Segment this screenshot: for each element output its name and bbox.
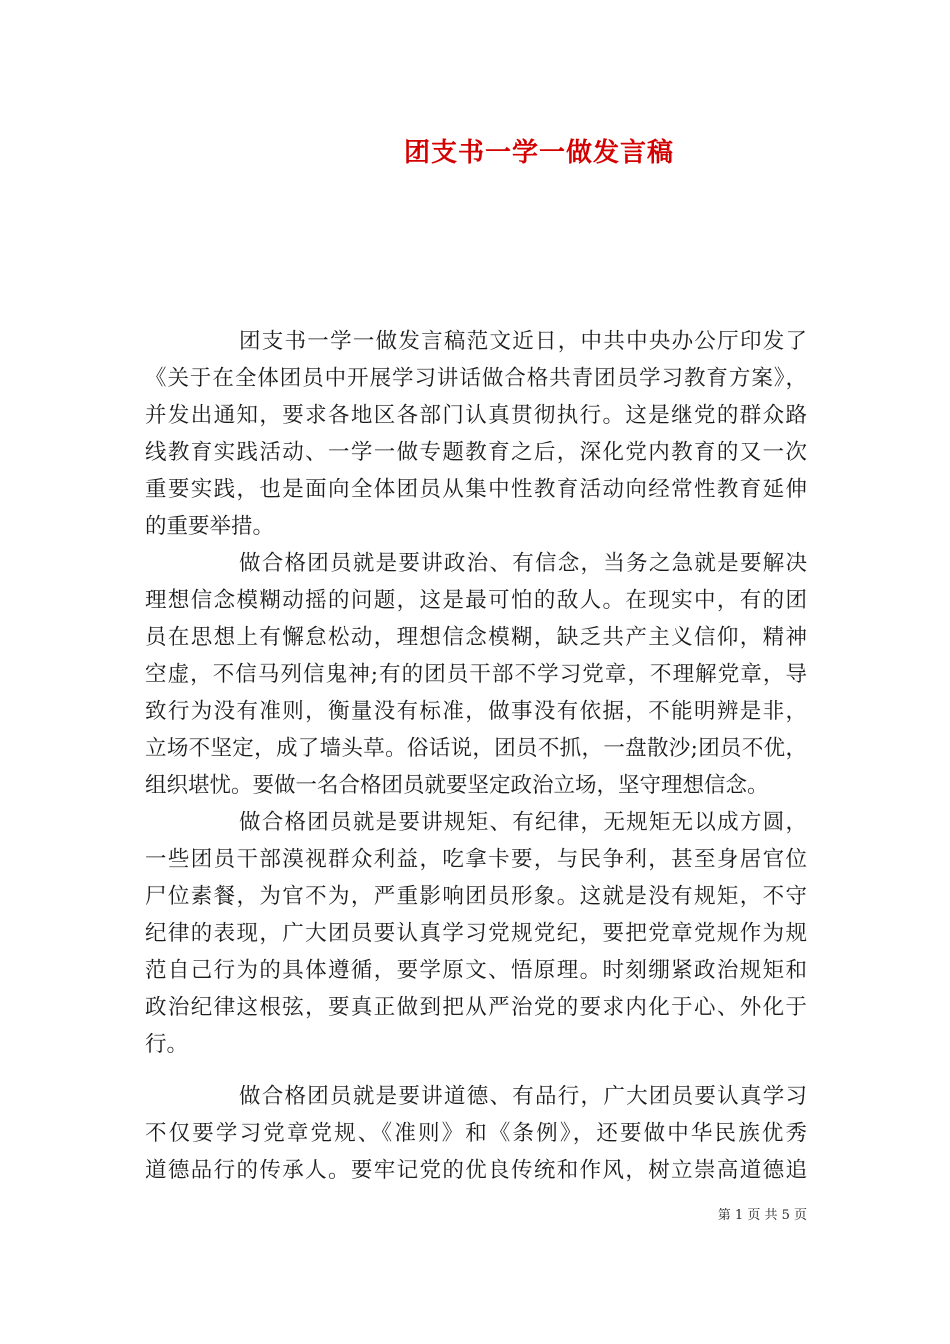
paragraph-4-line: 不仅要学习党章党规、《准则》和《条例》，还要做中华民族优秀 xyxy=(145,1121,807,1146)
paragraph-1-line: 团支书一学一做发言稿范文近日，中共中央办公厅印发了 xyxy=(239,329,807,354)
paragraph-3-line: 纪律的表现，广大团员要认真学习党规党纪，要把党章党规作为规 xyxy=(145,921,807,946)
paragraph-2-line: 理想信念模糊动摇的问题，这是最可怕的敌人。在现实中，有的团 xyxy=(145,588,807,613)
paragraph-3-line: 行。 xyxy=(145,1032,189,1057)
paragraph-3-line: 一些团员干部漠视群众利益，吃拿卡要，与民争利，甚至身居官位 xyxy=(145,847,807,872)
paragraph-3-line: 做合格团员就是要讲规矩、有纪律，无规矩无以成方圆， xyxy=(239,810,807,835)
paragraph-3-line: 尸位素餐，为官不为，严重影响团员形象。这就是没有规矩，不守 xyxy=(145,884,807,909)
paragraph-2-line: 致行为没有准则，衡量没有标准，做事没有依据，不能明辨是非， xyxy=(145,699,807,724)
paragraph-3-line: 政治纪律这根弦，要真正做到把从严治党的要求内化于心、外化于 xyxy=(145,995,807,1020)
paragraph-3-line: 范自己行为的具体遵循，要学原文、悟原理。时刻绷紧政治规矩和 xyxy=(145,958,807,983)
paragraph-1-line: 《关于在全体团员中开展学习讲话做合格共青团员学习教育方案》， xyxy=(145,366,807,391)
paragraph-1-line: 的重要举措。 xyxy=(145,514,275,539)
paragraph-4-line: 做合格团员就是要讲道德、有品行，广大团员要认真学习 xyxy=(239,1084,807,1109)
paragraph-2-line: 员在思想上有懈怠松动，理想信念模糊，缺乏共产主义信仰，精神 xyxy=(145,625,807,650)
paragraph-2-line: 组织堪忧。要做一名合格团员就要坚定政治立场，坚守理想信念。 xyxy=(145,773,769,798)
page-title: 团支书一学一做发言稿 xyxy=(403,138,674,168)
paragraph-2-line: 立场不坚定，成了墙头草。俗话说，团员不抓，一盘散沙;团员不优， xyxy=(145,736,807,761)
page-number: 第 1 页 共 5 页 xyxy=(717,1208,807,1223)
paragraph-2-line: 做合格团员就是要讲政治、有信念，当务之急就是要解决 xyxy=(239,551,807,576)
paragraph-1-line: 并发出通知，要求各地区各部门认真贯彻执行。这是继党的群众路 xyxy=(145,403,807,428)
paragraph-1-line: 重要实践，也是面向全体团员从集中性教育活动向经常性教育延伸 xyxy=(145,477,807,502)
paragraph-1-line: 线教育实践活动、一学一做专题教育之后，深化党内教育的又一次 xyxy=(145,440,807,465)
paragraph-4-line: 道德品行的传承人。要牢记党的优良传统和作风，树立崇高道德追 xyxy=(145,1158,807,1183)
paragraph-2-line: 空虚，不信马列信鬼神;有的团员干部不学习党章，不理解党章，导 xyxy=(145,662,807,687)
